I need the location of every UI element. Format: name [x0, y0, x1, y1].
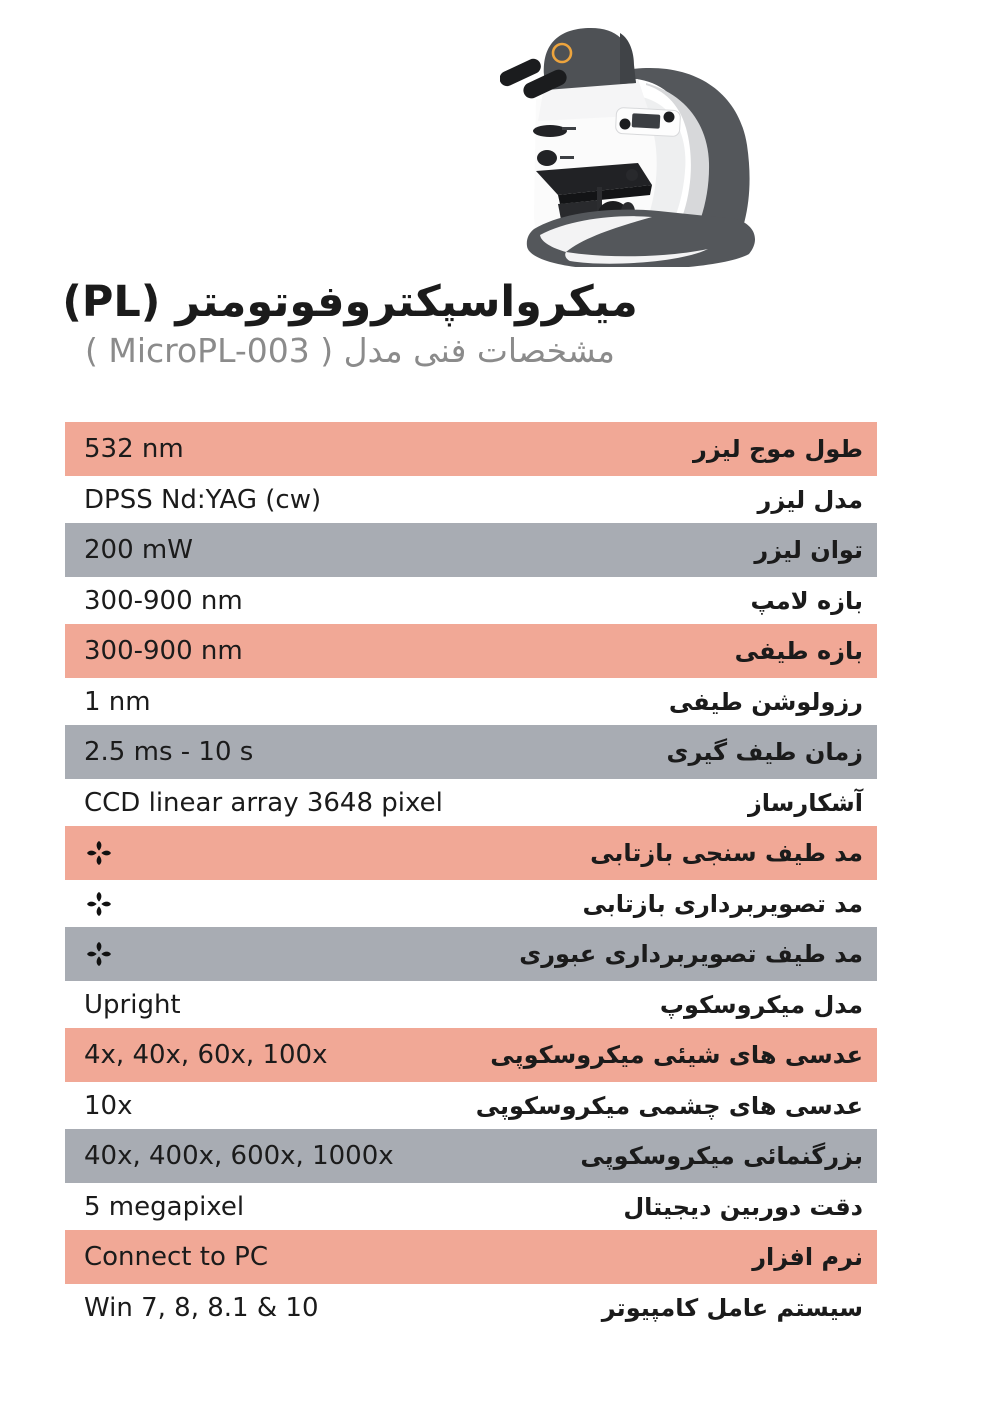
spec-label: طول موج لیزر — [693, 435, 863, 463]
spec-value: 300-900 nm — [84, 636, 243, 666]
spec-value: 10x — [84, 1090, 133, 1121]
spec-row-magnification — [65, 1129, 877, 1183]
four-petal-asterisk-icon — [84, 838, 114, 868]
spec-value: CCD linear array 3648 pixel — [84, 787, 443, 818]
spec-label: مد طیف تصویربرداری عبوری — [519, 940, 863, 968]
spec-label: رزولوشن طیفی — [668, 687, 863, 716]
spec-label: مد طیف سنجی بازتابی — [590, 839, 863, 867]
spec-label: توان لیزر — [754, 536, 863, 564]
microscope-render — [500, 15, 768, 267]
spec-value: 2.5 ms - 10 s — [84, 737, 254, 767]
spec-label: بازه طیفی — [734, 637, 863, 665]
spec-row-operating-system — [65, 1284, 877, 1331]
spec-row-lamp-range — [65, 577, 877, 624]
spec-row-laser-model — [65, 476, 877, 523]
spec-value: 532 nm — [84, 434, 184, 464]
spec-row-acquisition-time — [65, 725, 877, 779]
spec-value: Upright — [84, 989, 181, 1020]
microscope-image — [500, 15, 768, 267]
spec-label: سیستم عامل کامپیوتر — [601, 1293, 863, 1322]
spec-row-eyepiece-lenses — [65, 1082, 877, 1129]
page-title: میکرواسپکتروفوتومتر (PL) — [62, 277, 638, 327]
spec-label: عدسی های چشمی میکروسکوپی — [475, 1091, 863, 1120]
spec-value: 1 nm — [84, 686, 151, 717]
spec-row-camera-resolution — [65, 1183, 877, 1230]
spec-row-objective-lenses — [65, 1028, 877, 1082]
subtitle-model-number: ( MicroPL-003 ) — [84, 331, 334, 370]
spec-value: 40x, 400x, 600x, 1000x — [84, 1141, 394, 1171]
spec-value: 4x, 40x, 60x, 100x — [84, 1040, 328, 1070]
spec-row-microscope-model — [65, 981, 877, 1028]
spec-label: بازه لامپ — [750, 586, 863, 615]
spec-label: زمان طیف گیری — [666, 738, 863, 766]
header-block — [25, 276, 675, 371]
spec-value — [65, 838, 114, 868]
spec-row-detector — [65, 779, 877, 826]
spec-value: Win 7, 8, 8.1 & 10 — [84, 1292, 319, 1323]
spec-label: مدل میکروسکوپ — [659, 990, 863, 1019]
spec-label: آشکارساز — [747, 788, 863, 817]
spec-value — [65, 939, 114, 969]
spec-label: دقت دوربین دیجیتال — [623, 1192, 863, 1221]
spec-label: عدسی های شیئی میکروسکوپی — [490, 1041, 863, 1069]
spec-row-spectral-range — [65, 624, 877, 678]
page-subtitle — [25, 331, 675, 371]
spec-row-software — [65, 1230, 877, 1284]
spec-label: مدل لیزر — [757, 485, 863, 514]
four-petal-asterisk-icon — [84, 939, 114, 969]
spec-row-reflective-imaging-mode — [65, 880, 877, 927]
spec-row-spectral-resolution — [65, 678, 877, 725]
spec-label: مد تصویربرداری بازتابی — [582, 889, 863, 918]
spec-table — [65, 422, 877, 1331]
spec-label: بزرگنمائی میکروسکوپی — [580, 1142, 863, 1170]
spec-row-transmission-imaging-spectrum-mode — [65, 927, 877, 981]
spec-row-laser-power — [65, 523, 877, 577]
spec-row-laser-wavelength — [65, 422, 877, 476]
spec-value: 300-900 nm — [84, 585, 243, 616]
subtitle-fa: مشخصات فنی مدل — [343, 331, 615, 370]
spec-value — [65, 889, 114, 919]
spec-value: 5 megapixel — [84, 1191, 245, 1222]
spec-row-reflective-spectroscopy-mode — [65, 826, 877, 880]
spec-label: نرم افزار — [752, 1243, 863, 1271]
spec-value: DPSS Nd:YAG (cw) — [84, 484, 322, 515]
spec-value: Connect to PC — [84, 1242, 268, 1272]
spec-value: 200 mW — [84, 535, 193, 565]
four-petal-asterisk-icon — [84, 889, 114, 919]
